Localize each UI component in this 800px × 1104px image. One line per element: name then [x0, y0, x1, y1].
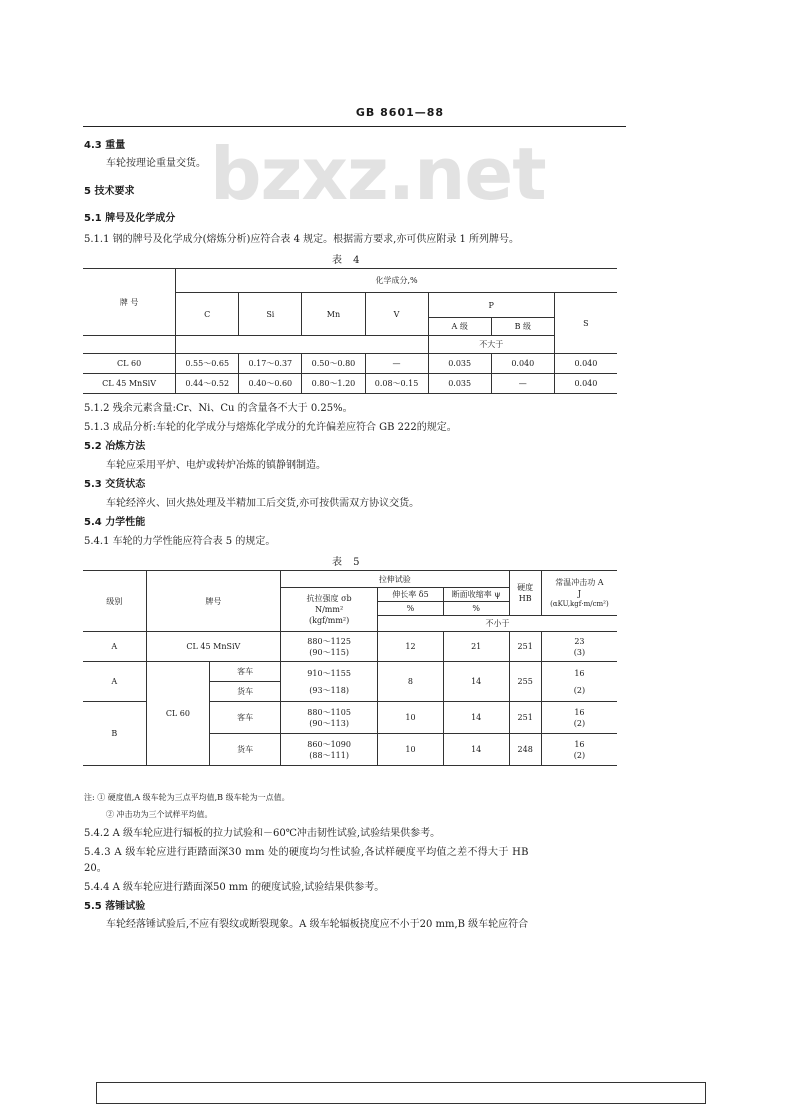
- t5-h-rm: [281, 588, 378, 632]
- section-4-3-title: 4.3 重量: [84, 140, 126, 151]
- t5-a1-grade: CL 45 MnSiV: [146, 632, 281, 662]
- t5-b1-type: 客车: [210, 702, 281, 734]
- t4-r1-pa: 0.035: [428, 354, 491, 374]
- t5-b1-rm: [281, 702, 378, 734]
- t5-b2-el: 10: [378, 734, 444, 766]
- t5-h-hard2: HB: [518, 594, 532, 603]
- t4-h-mn: Mn: [302, 293, 365, 336]
- t5-h-tensile: 拉伸试验: [281, 571, 509, 588]
- section-5-1-2: 5.1.2 残余元素含量:Cr、Ni、Cu 的含量各不大于 0.25%。: [84, 403, 353, 414]
- t5-a2-rm2: (93～118): [309, 685, 349, 695]
- t5-h-rm1: 抗拉强度 σb: [306, 594, 352, 603]
- t4-r1-c: 0.55～0.65: [176, 354, 239, 374]
- t4-r2-c: 0.44～0.52: [176, 374, 239, 394]
- t5-h-level: 级别: [83, 571, 146, 632]
- section-5-4-3: 5.4.3 A 级车轮应进行距踏面深30 mm 处的硬度均匀性试验,各试样硬度平均值之差不得大于 HB: [84, 847, 529, 858]
- section-5-title: 5 技术要求: [84, 186, 135, 197]
- table-5-note-1: 注: ① 硬度值,A 级车轮为三点平均值,B 级车轮为一点值。: [84, 793, 290, 802]
- t5-h-imp1: 常温冲击功 A: [555, 577, 604, 587]
- table-row: [83, 354, 617, 374]
- t5-h-ra1: 断面收缩率 ψ: [443, 588, 509, 602]
- t5-b1-rm2: (90～113): [309, 718, 349, 728]
- t5-a1-hb: 251: [509, 632, 541, 662]
- section-5-1-3: 5.1.3 成品分析:车轮的化学成分与熔炼化学成分的允许偏差应符合 GB 222的规定。: [84, 422, 457, 433]
- t5-a2-imp1: 16: [574, 668, 585, 678]
- t5-a1-imp1: 23: [574, 636, 585, 646]
- t5-h-el1: 伸长率 δ5: [378, 588, 444, 602]
- watermark-logo: bzxz.net: [210, 132, 546, 216]
- t5-b-level: B: [83, 702, 146, 766]
- t5-a2-hb: 255: [509, 662, 541, 702]
- table-5: [83, 570, 617, 766]
- t5-b2-rm: [281, 734, 378, 766]
- section-5-4-1: 5.4.1 车轮的力学性能应符合表 5 的规定。: [84, 536, 276, 547]
- t5-a1-el: 12: [378, 632, 444, 662]
- section-5-5-title: 5.5 落锤试验: [84, 901, 146, 912]
- t5-b1-hb: 251: [509, 702, 541, 734]
- t5-b1-el: 10: [378, 702, 444, 734]
- t4-h-p: P: [428, 293, 554, 318]
- t5-b1-imp: [541, 702, 617, 734]
- table-4: [83, 268, 617, 394]
- t5-a2-rm: [281, 662, 378, 702]
- t5-b2-ra: 14: [443, 734, 509, 766]
- t4-h-s: S: [554, 293, 617, 354]
- t5-h-impact: [541, 571, 617, 616]
- section-5-1-1: 5.1.1 钢的牌号及化学成分(熔炼分析)应符合表 4 规定。根据需方要求,亦可供应附录 1 所列牌号。: [84, 234, 520, 245]
- t5-h-ra2: %: [443, 602, 509, 616]
- t5-a1-rm1: 880～1125: [307, 636, 351, 646]
- t5-b2-rm1: 860～1090: [307, 739, 351, 749]
- t5-a2-rm1: 910～1155: [307, 668, 351, 678]
- t4-h-si: Si: [239, 293, 302, 336]
- t5-h-hard1: 硬度: [517, 583, 534, 592]
- t5-h-imp2: J: [577, 588, 582, 598]
- t4-h-c: C: [176, 293, 239, 336]
- table-5-note-2: ② 冲击功为三个试样平均值。: [106, 810, 213, 819]
- page-header: GB 8601—88: [355, 106, 445, 119]
- t5-a2-imp: [541, 662, 617, 702]
- section-5-3-title: 5.3 交货状态: [84, 479, 146, 490]
- t4-h-pa: A 级: [428, 318, 491, 336]
- t4-r2-v: 0.08～0.15: [365, 374, 428, 394]
- t4-h-max: 不大于: [428, 336, 554, 354]
- t5-a2-type1: 客车: [210, 662, 281, 682]
- footer-box: [96, 1082, 706, 1104]
- table-row: [83, 632, 617, 662]
- t4-r2-pb: —: [491, 374, 554, 394]
- t5-b2-rm2: (88～111): [309, 750, 349, 760]
- header-rule: [83, 126, 626, 127]
- t5-a2-type2: 货车: [210, 682, 281, 702]
- section-5-4-2: 5.4.2 A 级车轮应进行辐板的拉力试验和－60℃冲击韧性试验,试验结果供参考。: [84, 828, 441, 839]
- t5-b2-imp2: (2): [573, 750, 586, 760]
- t4-h-blank2: [176, 336, 428, 354]
- t5-b2-hb: 248: [509, 734, 541, 766]
- t4-h-pb: B 级: [491, 318, 554, 336]
- t5-h-hardness: [509, 571, 541, 616]
- t4-h-v: V: [365, 293, 428, 336]
- t4-r1-pb: 0.040: [491, 354, 554, 374]
- t5-h-rm3: (kgf/mm²): [308, 616, 350, 625]
- t4-r1-v: —: [365, 354, 428, 374]
- t4-h-chem: 化学成分,%: [176, 269, 617, 293]
- t5-a1-rm: [281, 632, 378, 662]
- t5-b2-imp1: 16: [574, 739, 585, 749]
- t4-r1-grade: CL 60: [83, 354, 176, 374]
- t5-b1-ra: 14: [443, 702, 509, 734]
- section-5-4-4: 5.4.4 A 级车轮应进行踏面深50 mm 的硬度试验,试验结果供参考。: [84, 882, 385, 893]
- t5-a1-imp: [541, 632, 617, 662]
- section-5-5-body: 车轮经落锤试验后,不应有裂纹或断裂现象。A 级车轮辐板挠度应不小于20 mm,B 级车轮应符合: [106, 919, 529, 930]
- t5-b2-imp: [541, 734, 617, 766]
- t5-a1-rm2: (90～115): [309, 647, 349, 657]
- section-5-4-title: 5.4 力学性能: [84, 517, 146, 528]
- t4-r1-si: 0.17～0.37: [239, 354, 302, 374]
- section-4-3-body: 车轮按理论重量交货。: [106, 158, 206, 169]
- t4-h-blank: [83, 336, 176, 354]
- table-4-caption: 表 4: [332, 255, 364, 266]
- t5-b1-rm1: 880～1105: [307, 707, 351, 717]
- table-5-caption: 表 5: [332, 557, 364, 568]
- t4-r1-s: 0.040: [554, 354, 617, 374]
- section-5-4-3-cont: 20。: [84, 863, 107, 874]
- t5-a2-imp2: (2): [573, 685, 586, 695]
- t4-r2-pa: 0.035: [428, 374, 491, 394]
- t4-r1-mn: 0.50～0.80: [302, 354, 365, 374]
- t5-a1-ra: 21: [443, 632, 509, 662]
- t5-b1-imp1: 16: [574, 707, 585, 717]
- t5-a1-level: A: [83, 632, 146, 662]
- t5-a2-el: 8: [378, 662, 444, 702]
- t5-h-grade: 牌号: [146, 571, 281, 632]
- t4-h-grade: 牌 号: [83, 269, 176, 336]
- t4-r2-grade: CL 45 MnSiV: [83, 374, 176, 394]
- t4-r2-mn: 0.80～1.20: [302, 374, 365, 394]
- t5-b2-type: 货车: [210, 734, 281, 766]
- t5-b1-imp2: (2): [573, 718, 586, 728]
- t4-r2-s: 0.040: [554, 374, 617, 394]
- t5-h-imp3: (αKU,kgf·m/cm²): [550, 599, 609, 608]
- section-5-1-title: 5.1 牌号及化学成分: [84, 213, 176, 224]
- table-row: [83, 662, 617, 682]
- section-5-2-body: 车轮应采用平炉、电炉或转炉冶炼的镇静钢制造。: [106, 460, 326, 471]
- t5-a2-ra: 14: [443, 662, 509, 702]
- table-row: [83, 374, 617, 394]
- t5-cl60: CL 60: [146, 662, 210, 766]
- section-5-2-title: 5.2 冶炼方法: [84, 441, 146, 452]
- t5-h-min: 不小于: [378, 616, 617, 632]
- t5-h-rm2: N/mm²: [315, 605, 344, 614]
- t5-a2-level: A: [83, 662, 146, 702]
- t5-a1-imp2: (3): [573, 647, 586, 657]
- t4-r2-si: 0.40～0.60: [239, 374, 302, 394]
- section-5-3-body: 车轮经淬火、回火热处理及半精加工后交货,亦可按供需双方协议交货。: [106, 498, 420, 509]
- t5-h-el2: %: [378, 602, 444, 616]
